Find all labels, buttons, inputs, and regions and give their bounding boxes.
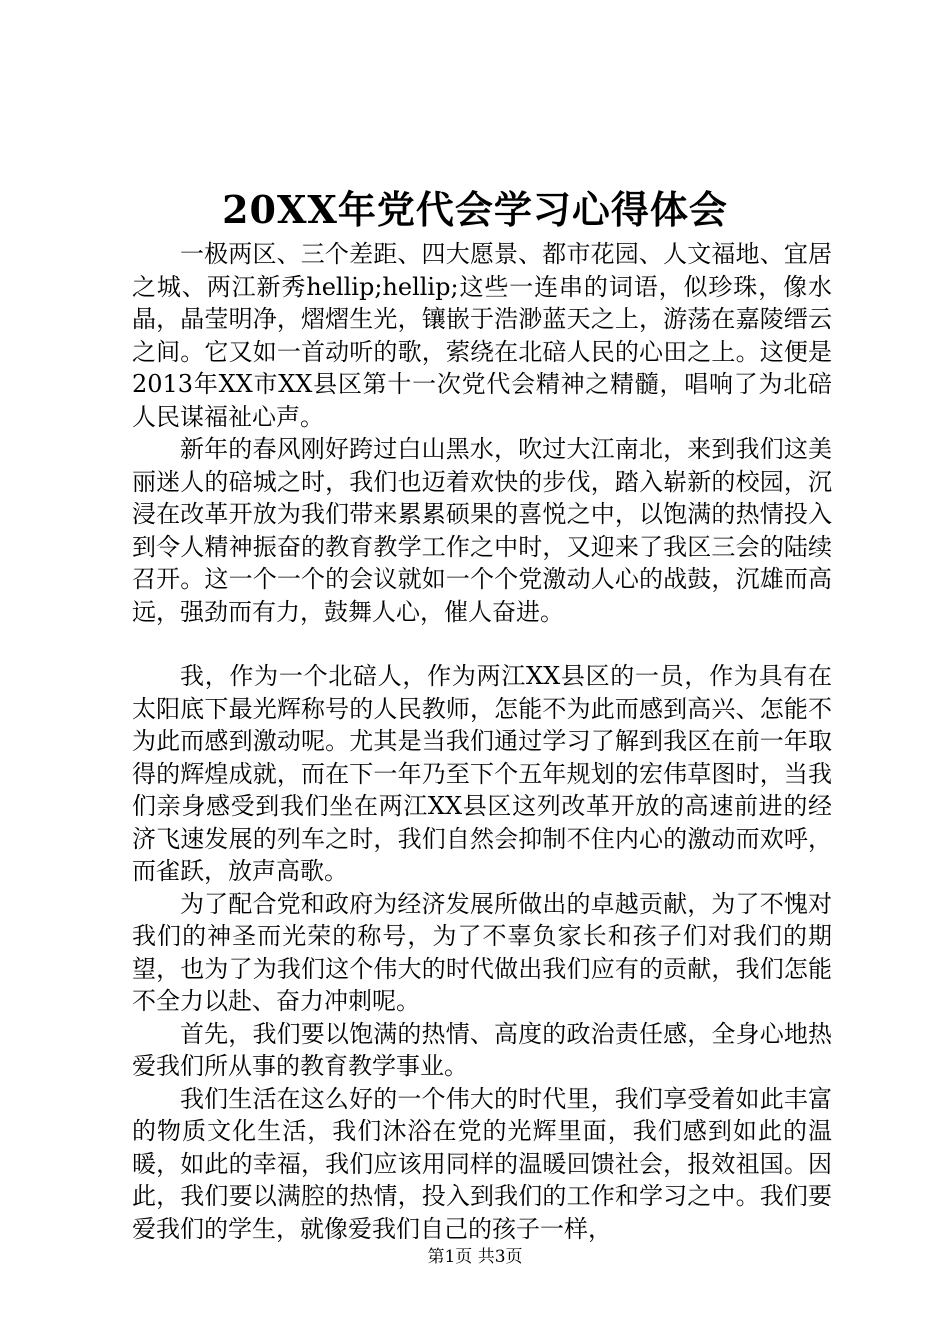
paragraph: 一极两区、三个差距、四大愿景、都市花园、人文福地、宜居之城、两江新秀hellip;hellip;这些一连串的词语，似珍珠，像水晶，晶莹明净，熠熠生光，镶嵌于浩渺蓝天之上，游荡在嘉陵缙云之间。它又如一首动听的歌，萦绕在北碚人民的心田之上。这便是2013年XX市XX县区第十一次党代会精神之精髓，唱响了为北碚人民谋福祉心声。 — [132, 240, 832, 431]
paragraph: 首先，我们要以饱满的热情、高度的政治责任感，全身心地热爱我们所从事的教育教学事业。 — [132, 1019, 832, 1080]
page-number-footer: 第1页 共3页 — [427, 1247, 523, 1267]
paragraph: 新年的春风刚好跨过白山黑水，吹过大江南北，来到我们这美丽迷人的碚城之时，我们也迈着欢快的步伐，踏入崭新的校园，沉浸在改革开放为我们带来累累硕果的喜悦之中，以饱满的热情投入到令人精神振奋的教育教学工作之中时，又迎来了我区三会的陆续召开。这一个一个的会议就如一个个党激动人心的战鼓，沉雄而高远，强劲而有力，鼓舞人心，催人奋进。 — [132, 435, 832, 626]
document-body — [132, 238, 832, 1245]
paragraph: 我们生活在这么好的一个伟大的时代里，我们享受着如此丰富的物质文化生活，我们沐浴在党的光辉里面，我们感到如此的温暖，如此的幸福，我们应该用同样的温暖回馈社会，报效祖国。因此，我们要以满腔的热情，投入到我们的工作和学习之中。我们要爱我们的学生，就像爱我们自己的孩子一样， — [132, 1084, 832, 1243]
paragraph: 我，作为一个北碚人，作为两江XX县区的一员，作为具有在太阳底下最光辉称号的人民教师，怎能不为此而感到高兴、怎能不为此而感到激动呢。尤其是当我们通过学习了解到我区在前一年取得的辉煌成就，而在下一年乃至下个五年规划的宏伟草图时，当我们亲身感受到我们坐在两江XX县区这列改革开放的高速前进的经济飞速发展的列车之时，我们自然会抑制不住内心的激动而欢呼，而雀跃，放声高歌。 — [132, 662, 832, 885]
paragraph: 为了配合党和政府为经济发展所做出的卓越贡献，为了不愧对我们的神圣而光荣的称号，为了不辜负家长和孩子们对我们的期望，也为了为我们这个伟大的时代做出我们应有的贡献，我们怎能不全力以赴、奋力冲刺呢。 — [132, 889, 832, 1015]
document-title: 20XX年党代会学习心得体会 — [222, 187, 728, 232]
